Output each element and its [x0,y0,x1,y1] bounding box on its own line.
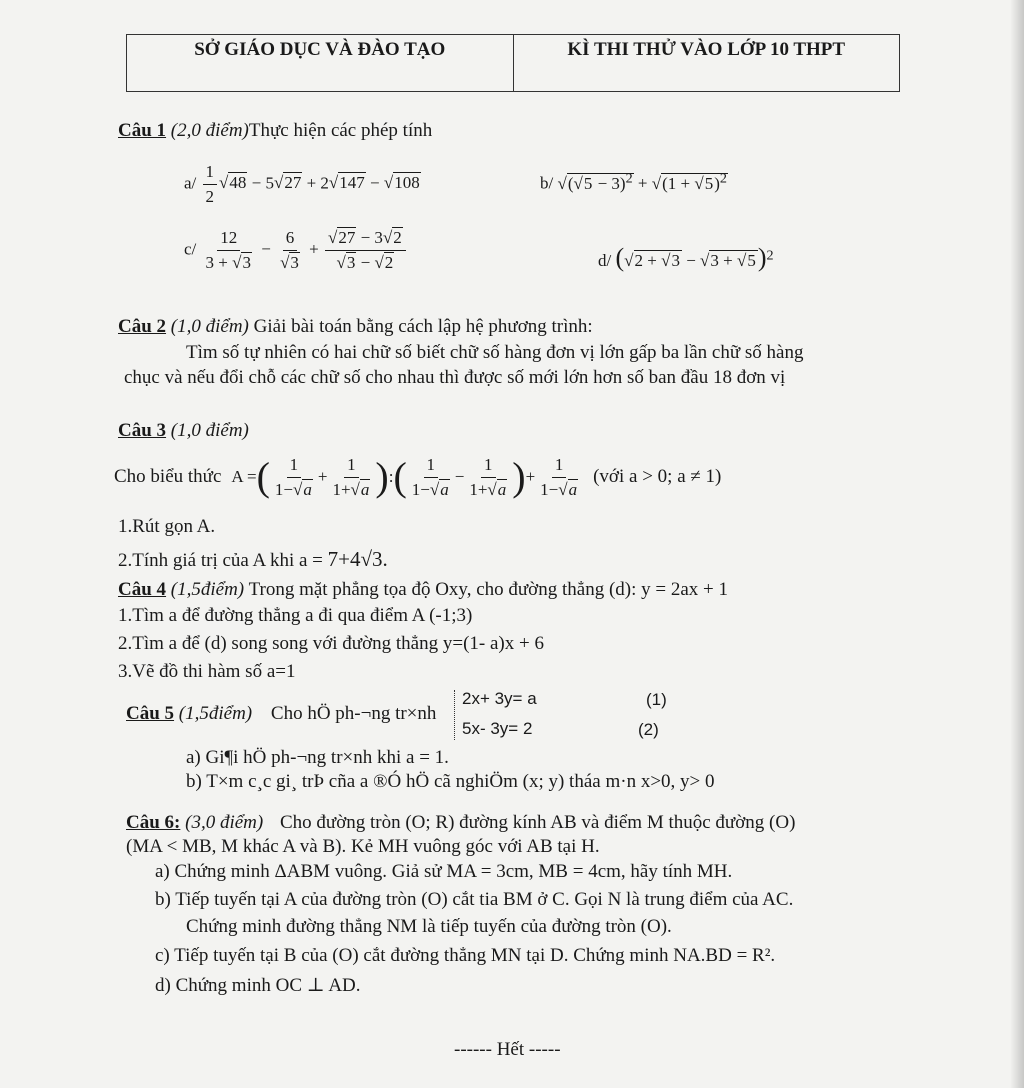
question-2-text: Giải bài toán bằng cách lập hệ phương trình: [253,316,593,337]
question-3-heading [118,420,249,442]
question-6-label: Câu 6: [126,812,181,833]
question-5-heading [126,703,436,725]
q1b-label: b/ [540,173,554,193]
equation-2-number: (2) [638,720,659,739]
question-5-text: Cho hÖ ph-¬ng tr×nh [270,703,437,724]
question-5-part-b: b) T×m c¸c gi¸ trÞ cña a ®Ó hÖ cã nghiÖm (x; y) tháa m·n x>0, y> 0 [186,771,715,792]
q1a-label: a/ [184,173,197,193]
question-4-item-3: 3.Vẽ đồ thi hàm số a=1 [118,661,296,682]
question-6-part-b-line-2: Chứng minh đường thẳng NM là tiếp tuyến của đường tròn (O). [186,916,672,937]
question-3-item-2-text: 2.Tính giá trị của A khi a = [118,550,328,571]
question-6-text: Cho đường tròn (O; R) đường kính AB và điểm M thuộc đường (O) [279,812,796,833]
question-2-heading [118,316,593,338]
question-4-points: (1,5điểm) [170,579,245,600]
question-6-heading [126,812,795,834]
question-1-points: (2,0 điểm) [170,120,249,141]
q1b-expression: b/ √ (√ 5 − 3)$^2$ + √ (1 + √ 5)$^2$ [540,170,728,194]
question-6-points: (3,0 điểm) [185,812,264,833]
question-6-text-2: (MA < MB, M khác A và B). Kẻ MH vuông góc với AB tại H. [126,836,600,857]
question-3-label: Câu 3 [118,420,167,441]
question-1-text: Thực hiện các phép tính [248,120,433,141]
header-table [126,34,900,92]
question-6-part-b-line-1: b) Tiếp tuyến tại A của đường tròn (O) cắt tia BM ở C. Gọi N là trung điểm của AC. [155,889,794,910]
question-6-part-a: a) Chứng minh ΔABM vuông. Giả sử MA = 3cm, MB = 4cm, hãy tính MH. [155,861,733,882]
question-1-heading [118,120,432,142]
question-3-item-1: 1.Rút gọn A. [118,516,216,537]
question-4-item-1: 1.Tìm a để đường thẳng a đi qua điểm A (-1;3) [118,605,473,626]
question-5-label: Câu 5 [126,703,175,724]
header-department: SỞ GIÁO DỤC VÀ ĐÀO TẠO [194,39,446,60]
question-4-text: Trong mặt phẳng tọa độ Oxy, cho đường thẳng (d): y = 2ax + 1 [248,579,728,600]
question-3-item-2 [118,547,388,572]
equation-1-number: (1) [646,690,667,709]
expression-A: A = ( $\frac{1}{1-√ a}$ + $\frac{1}{1+√ a}$ ) : ( $\frac{1}{1-√ a}$ − $\frac{1}{1+√ a}$ ) + $\frac{1}{1-√ a}$ [231,455,583,500]
question-5-part-a: a) Gi¶i hÖ ph-¬ng tr×nh khi a = 1. [186,747,449,768]
header-exam-title: KÌ THI THỬ VÀO LỚP 10 THPT [513,35,900,91]
question-3-condition: (với a > 0; a ≠ 1) [593,466,722,487]
question-4-item-2: 2.Tìm a để (d) song song với đường thẳng y=(1- a)x + 6 [118,633,544,654]
question-3-item-2-value: 7+4√3. [327,547,388,571]
question-6-part-d: d) Chứng minh OC ⊥ AD. [155,975,361,996]
equation-2: 5x- 3y= 2 [462,719,533,738]
question-4-label: Câu 4 [118,579,167,600]
question-2-line-2: chục và nếu đổi chỗ các chữ số cho nhau thì được số mới lớn hơn số ban đầu 18 đơn vị [124,367,786,388]
q1d-expression: d/ (√ 2 + √ 3 − √ 3 + √ 5)$^2$ [598,243,774,273]
q1c-expression: c/ $\frac{12}{3 + √ 3}$ − 6 √ 3 + √ 27 − 3√ 2 √ 3 − √ 2 [184,228,408,273]
question-4-heading [118,579,728,601]
question-3-points: (1,0 điểm) [170,420,249,441]
question-3-expression-line [114,452,721,502]
equation-system-brace [452,688,457,742]
footer-end-mark: ------ Hết ----- [454,1039,561,1060]
question-2-points: (1,0 điểm) [170,316,249,337]
question-2-line-1: Tìm số tự nhiên có hai chữ số biết chữ số hàng đơn vị lớn gấp ba lần chữ số hàng [186,342,804,363]
question-1-label: Câu 1 [118,120,167,141]
question-6-part-c: c) Tiếp tuyến tại B của (O) cắt đường thẳng MN tại D. Chứng minh NA.BD = R². [155,945,776,966]
question-2-label: Câu 2 [118,316,167,337]
page-edge-shadow [1010,0,1024,1088]
equation-1: 2x+ 3y= a [462,689,537,708]
question-5-points: (1,5điểm) [178,703,253,724]
q1a-expression: a/ $\frac{1}{2}$ √ 48 − 5√ 27 + 2√ 147 − √ 108 [184,162,421,207]
q1c-label: c/ [184,239,197,259]
q1d-label: d/ [598,251,612,270]
question-3-intro: Cho biểu thức [114,466,222,487]
